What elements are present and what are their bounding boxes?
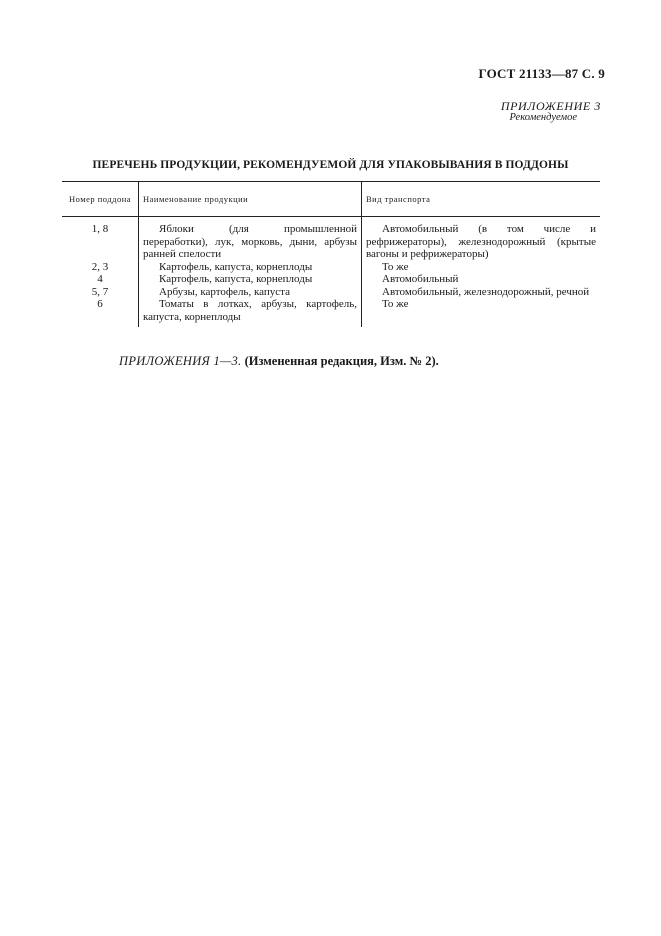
cell-product: Томаты в лотках, арбузы, картофель, капуста, корнеплоды (139, 298, 362, 327)
table-row (62, 286, 600, 299)
amendment-note (119, 354, 439, 369)
appendix-label: ПРИЛОЖЕНИЕ 3 (500, 99, 601, 113)
amendment-note-edition: (Измененная редакция, Изм. № 2). (244, 354, 439, 368)
cell-product: Яблоки (для промышленной переработки), лук, морковь, дыни, арбузы ранней спелости (139, 217, 362, 261)
amendment-note-appendices: ПРИЛОЖЕНИЯ 1—3. (119, 354, 242, 368)
cell-transport: То же (362, 261, 601, 274)
column-header-transport: Вид транспорта (362, 182, 601, 217)
cell-product: Арбузы, картофель, капуста (139, 286, 362, 299)
cell-number: 4 (97, 273, 103, 285)
cell-number: 5, 7 (91, 285, 109, 298)
table-row (62, 273, 600, 286)
table-row (62, 298, 600, 327)
cell-transport: То же (362, 298, 601, 327)
appendix-status: Рекомендуемое (509, 112, 577, 123)
document-title: ПЕРЕЧЕНЬ ПРОДУКЦИИ, РЕКОМЕНДУЕМОЙ ДЛЯ УПАКОВЫВАНИЯ В ПОДДОНЫ (92, 159, 569, 171)
column-header-product: Наименование продукции (139, 182, 362, 217)
cell-transport: Автомобильный (в том числе и рефрижераторы), железнодорожный (крытые вагоны и рефрижераторы) (362, 217, 601, 261)
cell-number: 6 (97, 298, 103, 310)
cell-number: 1, 8 (91, 223, 109, 235)
cell-transport: Автомобильный, железнодорожный, речной (362, 286, 601, 299)
products-table (62, 181, 600, 327)
cell-transport: Автомобильный (362, 273, 601, 286)
cell-product: Картофель, капуста, корнеплоды (139, 273, 362, 286)
cell-number: 2, 3 (91, 260, 109, 273)
cell-product: Картофель, капуста, корнеплоды (139, 261, 362, 274)
table-header-row (62, 182, 600, 217)
page-number: ГОСТ 21133—87 С. 9 (478, 66, 605, 81)
table-row (62, 261, 600, 274)
column-header-number: Номер поддона (62, 182, 139, 217)
table-row (62, 217, 600, 261)
